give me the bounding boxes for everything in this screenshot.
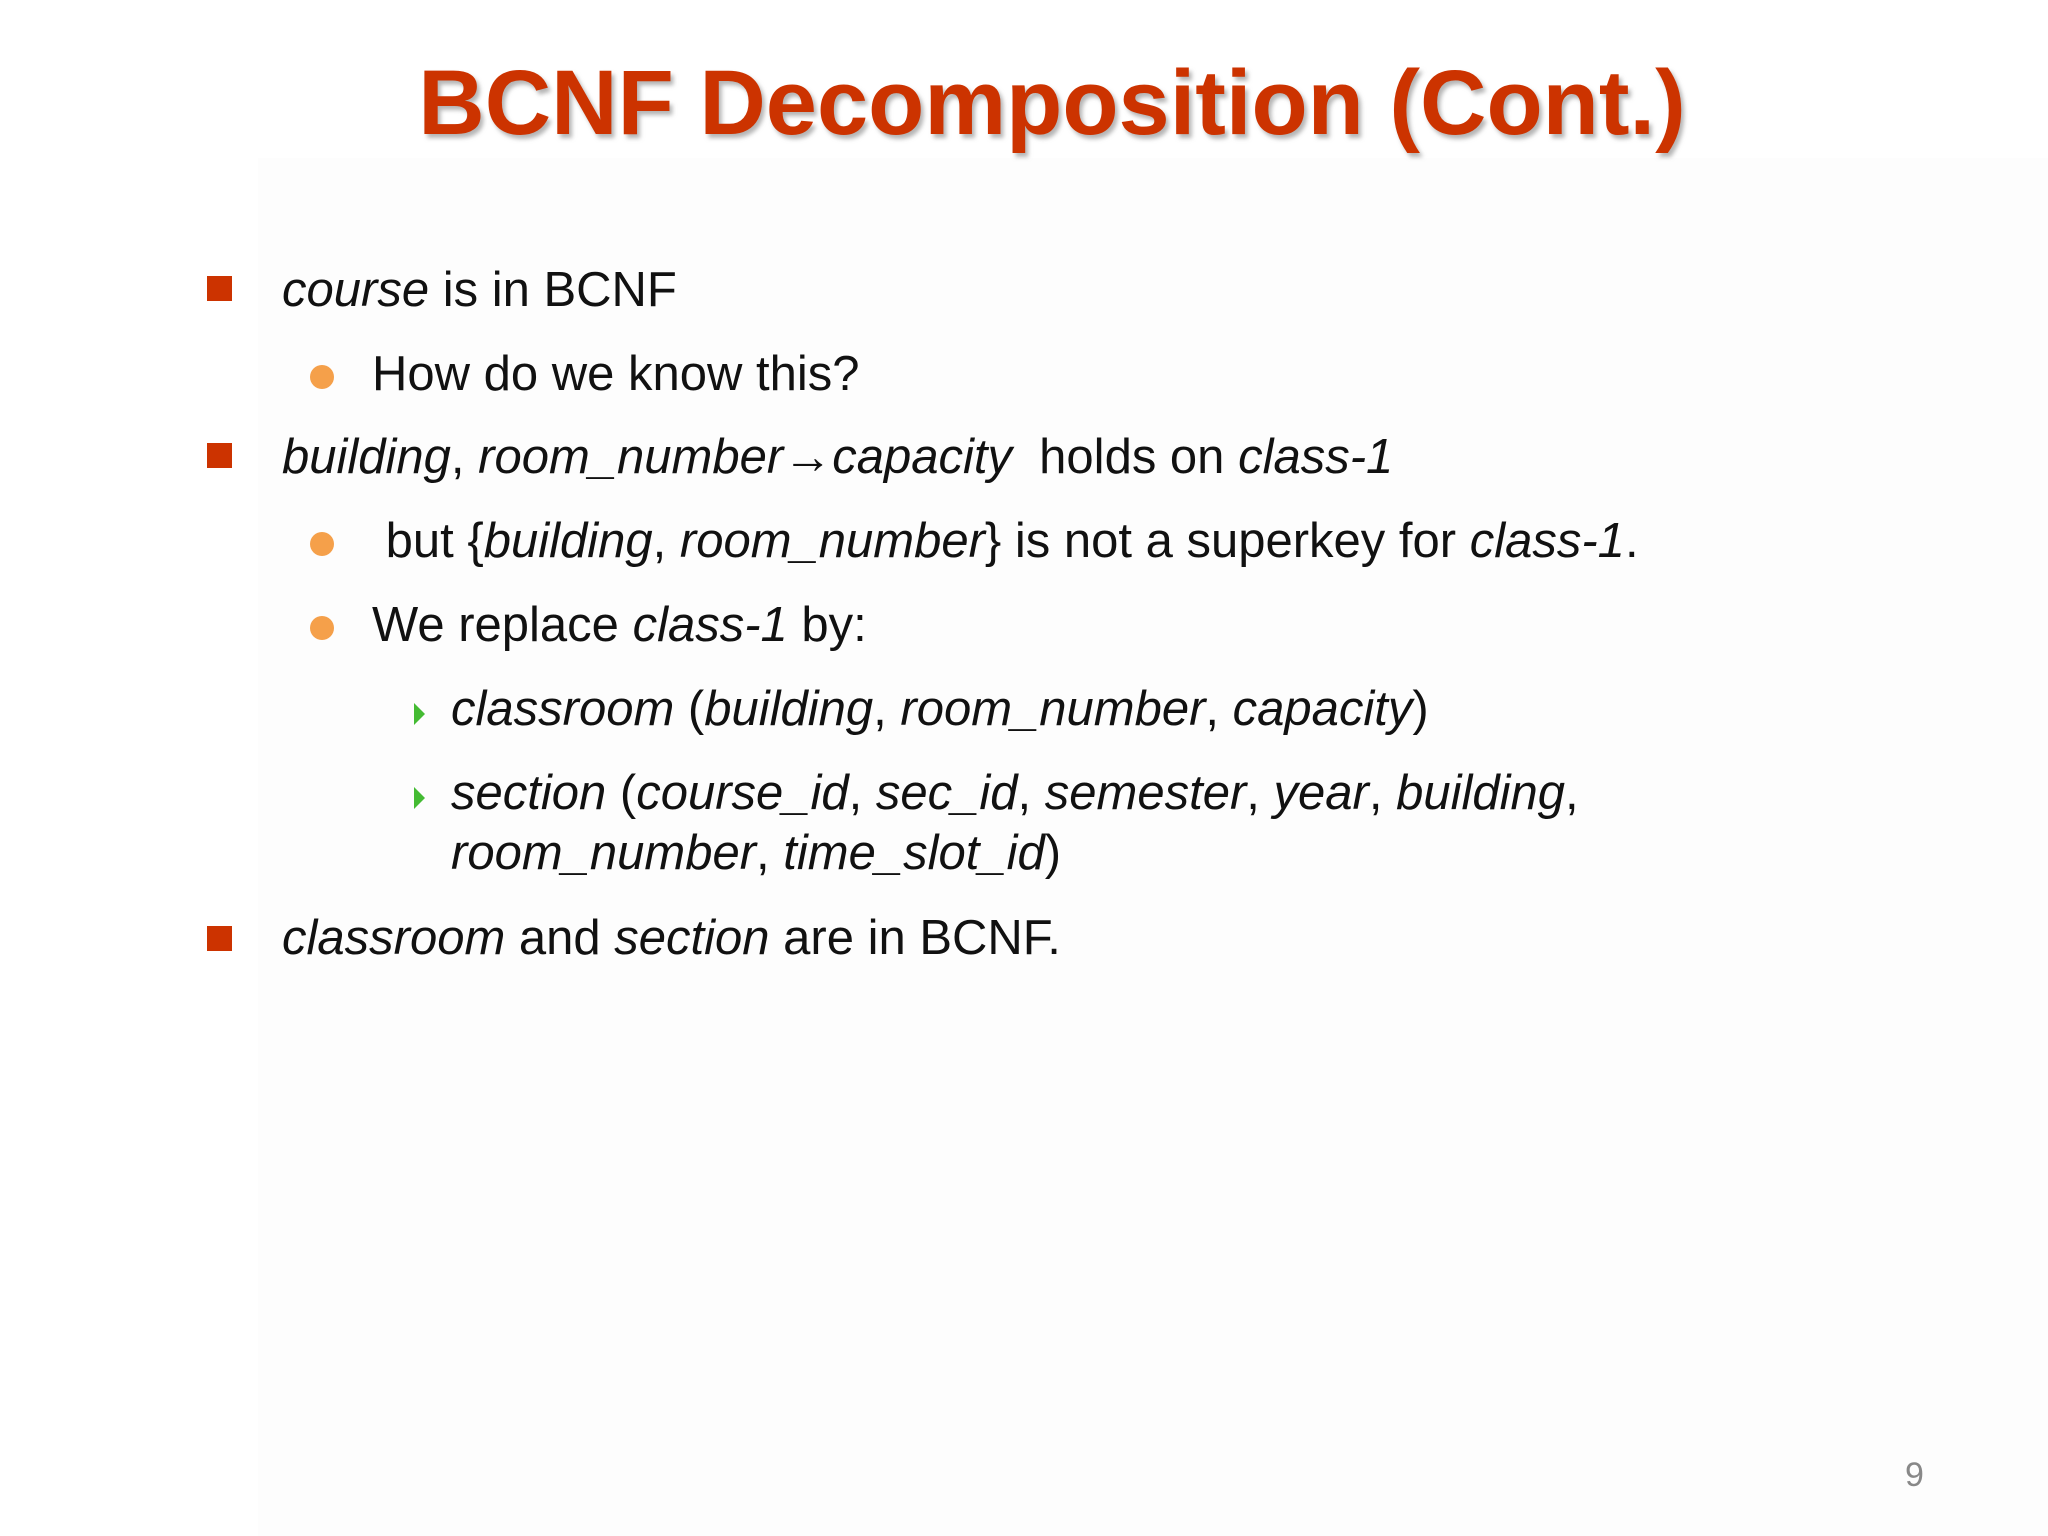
bullet-text: is in BCNF [429,263,677,317]
bullet-classroom-section-bcnf [282,908,1061,968]
bullet-text: We replace [372,598,633,652]
attribute-name: room_number [679,514,985,568]
paren: ( [674,682,705,736]
separator: , [450,430,479,484]
circle-bullet-icon [310,532,334,556]
bullet-text: holds on [1011,430,1239,484]
paren: ( [606,766,637,820]
separator: , [756,826,784,880]
square-bullet-icon [207,443,232,468]
bullet-section-schema [451,763,1579,823]
attribute-name: time_slot_id [783,826,1045,880]
separator: , [1246,766,1274,820]
bullet-not-superkey [372,511,1639,571]
relation-name: section [614,911,770,965]
bullet-text: are in BCNF. [769,911,1061,965]
attribute-name: course_id [636,766,849,820]
bullet-section-schema-continued [451,823,1061,883]
bullet-functional-dependency [282,427,1393,487]
triangle-bullet-icon [414,787,425,809]
relation-name: classroom [282,911,506,965]
bullet-text: but { [372,514,484,568]
attribute-name: room_number [900,682,1206,736]
attribute-name: building [1396,766,1566,820]
attribute-name: capacity [832,430,1012,484]
separator: , [1205,682,1233,736]
relation-name: class-1 [632,598,788,652]
bullet-we-replace [372,595,867,655]
slide-title-text: BCNF Decomposition (Cont.) [418,52,1686,154]
separator: , [652,514,680,568]
paren: ) [1412,682,1429,736]
circle-bullet-icon [310,365,334,389]
slide-title [0,48,2048,158]
relation-name: course [282,263,430,317]
attribute-name: semester [1044,766,1247,820]
page-number: 9 [1905,1456,1924,1494]
relation-name: classroom [451,682,675,736]
separator: , [1565,766,1579,820]
separator: , [873,682,901,736]
bullet-text: How do we know this? [372,347,860,401]
relation-name: class-1 [1469,514,1625,568]
bullet-classroom-schema [451,679,1429,739]
relation-name: section [451,766,607,820]
attribute-name: building [483,514,653,568]
triangle-bullet-icon [414,703,425,725]
separator: , [1368,766,1397,820]
circle-bullet-icon [310,616,334,640]
bullet-text: . [1624,514,1639,568]
arrow-symbol: → [783,430,833,484]
attribute-name: sec_id [875,766,1018,820]
bullet-how-do-we-know [372,344,860,404]
attribute-name: building [704,682,874,736]
attribute-name: building [282,430,451,484]
square-bullet-icon [207,926,232,951]
separator: , [848,766,876,820]
relation-name: class-1 [1238,430,1394,484]
paren: ) [1044,826,1062,880]
square-bullet-icon [207,276,232,301]
attribute-name: room_number [478,430,784,484]
bullet-text: } is not a superkey for [984,514,1470,568]
attribute-name: room_number [451,826,757,880]
bullet-course-in-bcnf [282,260,677,320]
attribute-name: capacity [1232,682,1413,736]
separator: , [1017,766,1045,820]
attribute-name: year [1273,766,1369,820]
bullet-text: and [505,911,615,965]
bullet-text: by: [787,598,867,652]
